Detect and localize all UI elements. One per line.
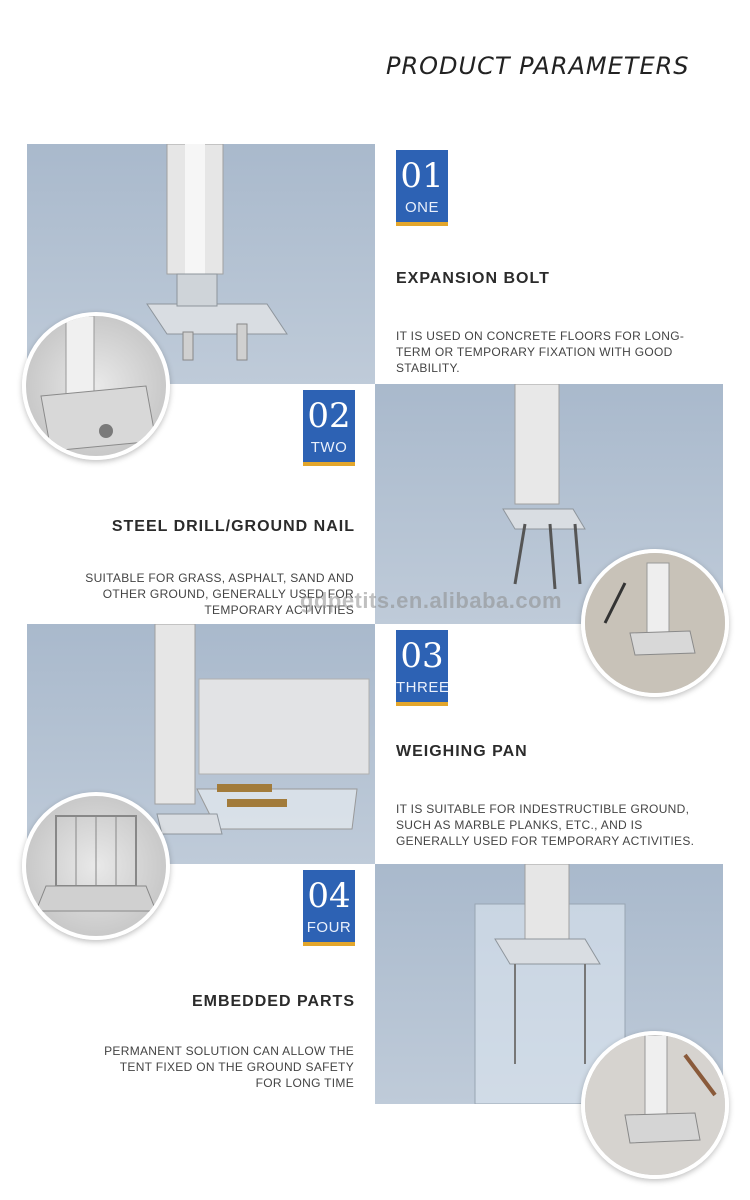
badge-number: 03 (400, 636, 444, 676)
number-badge-02 (303, 390, 355, 466)
expansion-bolt-detail-circle (22, 312, 170, 460)
feature-desc-ground-nail: SUITABLE FOR GRASS, ASPHALT, SAND AND OTHER GROUND, GENERALLY USED FOR TEMPORARY ACTIVITIES (85, 571, 354, 617)
feature-title-embedded-parts: EMBEDDED PARTS (191, 993, 355, 1010)
page-title: PRODUCT PARAMETERS (386, 52, 690, 80)
badge-word: THREE (396, 679, 450, 696)
badge-number: 02 (307, 396, 351, 436)
badge-word: FOUR (306, 919, 352, 936)
weighing-pan-detail-circle (22, 792, 170, 940)
feature-desc-expansion-bolt: IT IS USED ON CONCRETE FLOORS FOR LONG-TERM OR TEMPORARY FIXATION WITH GOOD STABILITY. (396, 329, 685, 375)
embedded-parts-detail-circle (581, 1031, 729, 1179)
feature-title-ground-nail: STEEL DRILL/GROUND NAIL (111, 518, 355, 535)
badge-word: TWO (310, 439, 348, 456)
watermark-text: gdpetits.en.alibaba.com (300, 588, 563, 613)
feature-title-expansion-bolt: EXPANSION BOLT (396, 270, 550, 287)
badge-number: 01 (400, 156, 444, 196)
feature-desc-weighing-pan: IT IS SUITABLE FOR INDESTRUCTIBLE GROUND, SUCH AS MARBLE PLANKS, ETC., AND IS GENERALLY USED FOR TEMPORARY ACTIVITIES. (396, 802, 695, 848)
ground-nail-detail-circle (581, 549, 729, 697)
feature-title-weighing-pan: WEIGHING PAN (396, 743, 528, 760)
number-badge-03 (396, 630, 448, 706)
badge-number: 04 (307, 876, 351, 916)
number-badge-01 (396, 150, 448, 226)
feature-desc-embedded-parts: PERMANENT SOLUTION CAN ALLOW THE TENT FIXED ON THE GROUND SAFETY FOR LONG TIME (104, 1044, 354, 1090)
number-badge-04 (303, 870, 355, 946)
badge-word: ONE (404, 199, 439, 216)
